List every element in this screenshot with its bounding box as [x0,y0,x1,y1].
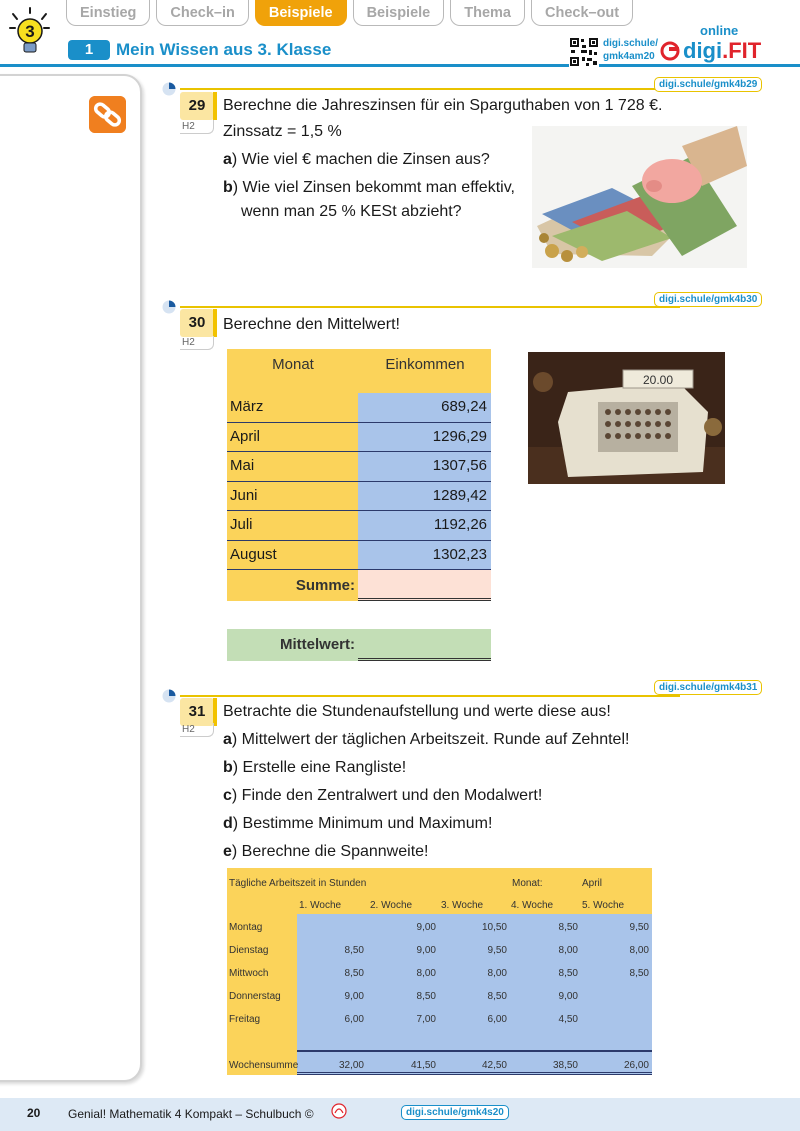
header-divider [0,64,800,67]
month-cell: April [227,423,358,452]
task-label: e [223,843,232,860]
link-chain-icon[interactable] [89,96,126,133]
digifit-name [683,38,761,64]
day-label: Montag [229,922,263,933]
tab-check-in[interactable]: Check–in [156,0,248,26]
hours-cell: 8,50 [487,991,507,1002]
hours-cell: 9,00 [344,991,364,1002]
digifit-logo[interactable] [660,38,761,64]
ex29-b-text: ) Wie viel Zinsen bekommt man effektiv, [232,179,515,196]
footer-title: Genial! Mathematik 4 Kompakt – Schulbuch © [68,1107,314,1121]
ex30-level: H2 [180,336,214,350]
value-cell: 1296,29 [358,423,491,452]
hours-cell: 6,00 [487,1014,507,1025]
hours-cell: 9,50 [487,945,507,956]
chapter-number: 1 [68,40,110,60]
day-label: Donnerstag [229,991,281,1002]
qr-text-line1: digi.schule/ [603,38,659,49]
task-text: ) Erstelle eine Rangliste! [232,759,407,776]
digifit-text: digi [683,38,723,63]
task-text: ) Mittelwert der täglichen Arbeitszeit. Runde auf Zehntel! [231,731,630,748]
ex29-rule [180,88,680,90]
mean-answer-field[interactable] [358,629,491,661]
ex29-task-b-line2: wenn man 25 % KESt abzieht? [241,203,462,220]
month-cell: August [227,541,358,570]
sum-label: Summe: [227,570,358,601]
ex29-b-label: b [223,179,233,196]
hours-cell: 8,50 [558,968,578,979]
hours-cell: 7,00 [416,1014,436,1025]
svg-text:3: 3 [25,22,35,41]
mean-row [227,629,491,661]
table-row [227,393,491,423]
task-text: ) Bestimme Minimum und Maximum! [232,815,493,832]
week-sum-cell: 38,50 [552,1060,578,1071]
tab-beispiele[interactable]: Beispiele [353,0,445,26]
week-sum-label: Wochensumme [229,1060,299,1071]
week-sum-cell: 32,00 [338,1060,364,1071]
week-header: 2. Woche [370,900,413,911]
chapter-header [68,40,331,60]
hours-cell: 6,00 [344,1014,364,1025]
ex29-line1: Berechne die Jahreszinsen für ein Sparguthaben von 1 728 €. [223,97,663,114]
register-display: 20.00 [642,373,674,387]
hours-cell: 8,00 [416,968,436,979]
hours-cell: 8,00 [629,945,649,956]
ex29-task-b [223,179,515,197]
ex29-number: 29 [180,92,214,120]
ex31-number: 31 [180,698,214,726]
tab-einstieg[interactable]: Einstieg [66,0,150,26]
ex30-rule [180,306,680,308]
col-header-monat: Monat [272,356,314,373]
month-cell: Juni [227,482,358,511]
task-label: d [223,815,233,832]
day-label: Mittwoch [229,968,269,979]
hours-cell: 8,50 [629,968,649,979]
hours-cell: 8,50 [558,922,578,933]
col-header-einkommen: Einkommen [385,356,465,373]
chapter-title: Mein Wissen aus 3. Klasse [116,40,332,59]
hours-table-title: Tägliche Arbeitszeit in Stunden [229,878,367,889]
week-sum-cell: 26,00 [623,1060,649,1071]
page-number: 20 [27,1106,41,1120]
ex29-a-text: ) Wie viel € machen die Zinsen aus? [231,151,490,168]
hours-month-value: April [582,878,603,889]
tab-beispiele-active[interactable]: Beispiele [255,0,347,26]
digifit-icon [660,41,680,61]
table-row [227,423,491,453]
value-cell: 689,24 [358,393,491,422]
ex29-a-label: a [223,151,232,168]
qr-code-icon[interactable] [569,37,599,67]
task-label: a [223,731,232,748]
ex30-line1: Berechne den Mittelwert! [223,316,400,333]
tab-thema[interactable]: Thema [450,0,525,26]
hours-cell: 9,00 [416,945,436,956]
hours-cell: 9,50 [629,922,649,933]
day-label: Dienstag [229,945,269,956]
table-row [227,511,491,541]
table-row [227,482,491,512]
ex31-task-a [223,731,629,749]
ex29-link[interactable]: digi.schule/gmk4b29 [654,77,762,92]
hours-cell: 10,50 [481,922,507,933]
working-hours-table [227,868,652,1075]
month-cell: Juli [227,511,358,540]
online-label: online [700,23,739,38]
week-sum-cell: 41,50 [410,1060,436,1071]
income-table-header [227,349,491,393]
value-cell: 1307,56 [358,452,491,481]
publisher-logo-icon [331,1103,347,1119]
hours-cell: 8,50 [344,968,364,979]
difficulty-pie-icon [162,300,176,314]
month-cell: Mai [227,452,358,481]
task-text: ) Finde den Zentralwert und den Modalwert! [231,787,543,804]
ex29-line2: Zinssatz = 1,5 % [223,123,342,140]
income-table [227,349,491,601]
task-label: c [223,787,232,804]
week-sum-cell: 42,50 [481,1060,507,1071]
qr-text-line2: gmk4am20 [603,51,655,62]
week-header: 3. Woche [441,900,484,911]
week-header: 5. Woche [582,900,625,911]
table-row [227,541,491,571]
task-text: ) Berechne die Spannweite! [231,843,429,860]
task-label: b [223,759,233,776]
difficulty-pie-icon [162,82,176,96]
sum-answer-field[interactable] [358,570,491,601]
hours-cell: 8,50 [344,945,364,956]
qr-link-text[interactable] [603,37,658,63]
hours-cell: 8,00 [487,968,507,979]
ex30-number: 30 [180,309,214,337]
ex31-line1: Betrachte die Stundenaufstellung und werte diese aus! [223,703,611,720]
hours-cell: 9,00 [416,922,436,933]
week-header: 4. Woche [511,900,554,911]
lightbulb-3-icon [6,6,52,60]
sum-divider [297,1050,652,1052]
ex31-task-e [223,843,428,861]
hours-month-label: Monat: [512,878,543,889]
sum-row [227,570,491,601]
money-piggybank-image [532,126,747,268]
footer-link[interactable]: digi.schule/gmk4s20 [401,1105,509,1120]
sum-double-line [297,1072,652,1075]
table-row [227,452,491,482]
ex31-task-b [223,759,406,777]
ex29-level: H2 [180,120,214,134]
chapter-tabs [66,0,633,26]
day-label: Freitag [229,1014,261,1025]
mean-label: Mittelwert: [227,629,358,661]
ex31-link[interactable]: digi.schule/gmk4b31 [654,680,762,695]
ex31-rule [180,695,680,697]
tab-check-out[interactable]: Check–out [531,0,633,26]
difficulty-pie-icon [162,689,176,703]
month-cell: März [227,393,358,422]
ex31-task-c [223,787,542,805]
week-header: 1. Woche [299,900,342,911]
hours-cell: 8,50 [416,991,436,1002]
ex29-task-a [223,151,490,169]
value-cell: 1192,26 [358,511,491,540]
cash-register-image [528,352,725,484]
hours-cell: 4,50 [558,1014,578,1025]
ex31-task-d [223,815,492,833]
side-panel [0,74,142,1082]
hours-cell: 8,00 [558,945,578,956]
ex31-level: H2 [180,723,214,737]
value-cell: 1302,23 [358,541,491,570]
ex30-link[interactable]: digi.schule/gmk4b30 [654,292,762,307]
hours-cell: 9,00 [558,991,578,1002]
value-cell: 1289,42 [358,482,491,511]
digifit-suffix: .FIT [722,38,762,63]
